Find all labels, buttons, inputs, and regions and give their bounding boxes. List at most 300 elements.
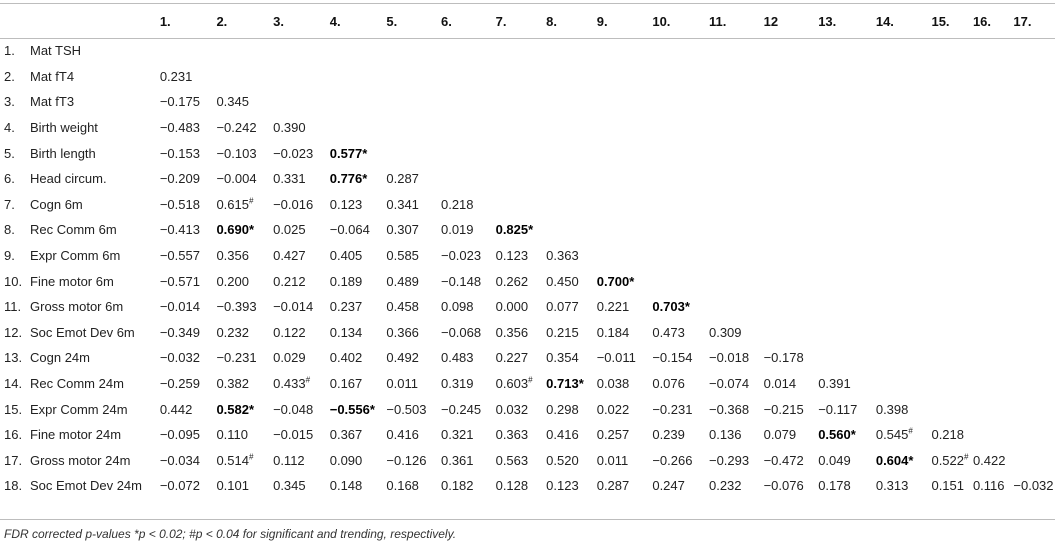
correlation-value: 0.585 xyxy=(386,248,419,264)
correlation-cell xyxy=(652,268,709,294)
correlation-cell xyxy=(973,371,1013,397)
column-header: 17. xyxy=(1013,13,1032,29)
row-number: 15. xyxy=(4,401,23,417)
correlation-value: −0.064 xyxy=(329,222,370,238)
correlation-cell xyxy=(931,345,972,371)
correlation-cell xyxy=(546,371,597,397)
row-variable-name: Birth length xyxy=(30,145,96,161)
correlation-cell xyxy=(876,396,932,422)
correlation-cell xyxy=(973,217,1013,243)
correlation-cell xyxy=(709,243,764,269)
row-number: 6. xyxy=(4,171,15,187)
correlation-cell xyxy=(876,345,932,371)
correlation-cell xyxy=(931,396,972,422)
correlation-value: 0.690* xyxy=(216,222,255,238)
correlation-cell xyxy=(709,192,764,218)
correlation-value: −0.154 xyxy=(652,350,693,366)
correlation-cell xyxy=(709,89,764,115)
correlation-cell xyxy=(216,371,273,397)
correlation-cell xyxy=(764,243,819,269)
row-variable-name: Expr Comm 24m xyxy=(30,401,128,417)
correlation-cell xyxy=(441,243,496,269)
row-label xyxy=(0,64,160,90)
correlation-cell xyxy=(764,294,819,320)
correlation-value: 0.483 xyxy=(440,350,474,366)
correlation-cell xyxy=(441,422,496,448)
correlation-cell xyxy=(709,345,764,371)
correlation-cell xyxy=(441,396,496,422)
correlation-cell xyxy=(330,140,387,166)
correlation-value: −0.032 xyxy=(159,350,200,366)
correlation-cell xyxy=(216,345,273,371)
correlation-value: 0.416 xyxy=(386,427,419,443)
table-row xyxy=(0,294,1055,320)
correlation-cell xyxy=(1013,448,1055,474)
correlation-cell xyxy=(441,140,496,166)
correlation-value: 0.321 xyxy=(440,427,474,443)
correlation-value: −0.076 xyxy=(763,478,804,494)
correlation-value: 0.405 xyxy=(329,248,363,264)
correlation-cell xyxy=(931,217,972,243)
correlation-cell xyxy=(818,64,876,90)
correlation-value: 0.776* xyxy=(329,171,368,187)
correlation-cell xyxy=(931,422,972,448)
correlation-cell xyxy=(441,38,496,64)
correlation-value: 0.433 xyxy=(273,376,306,392)
correlation-value: 0.361 xyxy=(440,452,474,468)
row-label xyxy=(0,140,160,166)
correlation-cell xyxy=(216,89,273,115)
row-label xyxy=(0,192,160,218)
correlation-cell xyxy=(160,448,217,474)
correlation-cell xyxy=(546,473,597,499)
row-number: 9. xyxy=(4,248,15,264)
row-variable-name: Fine motor 24m xyxy=(30,427,122,443)
correlation-cell xyxy=(764,473,819,499)
correlation-cell xyxy=(160,294,217,320)
correlation-cell xyxy=(764,140,819,166)
correlation-cell xyxy=(597,396,653,422)
correlation-cell xyxy=(931,268,972,294)
correlation-value: −0.023 xyxy=(273,145,314,161)
correlation-cell xyxy=(1013,217,1055,243)
row-number: 12. xyxy=(4,324,23,340)
correlation-value: 0.341 xyxy=(386,196,419,212)
column-header: 4. xyxy=(329,13,341,29)
correlation-value: 0.019 xyxy=(440,222,474,238)
correlation-cell xyxy=(818,422,876,448)
correlation-cell xyxy=(496,294,547,320)
column-header: 15. xyxy=(931,13,950,29)
column-header: 10. xyxy=(652,13,671,29)
correlation-value: 0.319 xyxy=(440,376,474,392)
correlation-cell xyxy=(546,217,597,243)
correlation-cell xyxy=(496,140,547,166)
row-variable-name: Mat fT4 xyxy=(30,68,75,84)
correlation-value: −0.034 xyxy=(159,452,200,468)
correlation-cell xyxy=(216,294,273,320)
row-number: 16. xyxy=(4,427,23,443)
correlation-cell xyxy=(597,166,653,192)
correlation-value: 0.032 xyxy=(495,401,529,417)
correlation-cell xyxy=(386,217,441,243)
correlation-value: −0.231 xyxy=(216,350,257,366)
row-label xyxy=(0,396,160,422)
correlation-cell xyxy=(441,115,496,141)
table-row xyxy=(0,166,1055,192)
correlation-value: 0.577* xyxy=(329,145,368,161)
table-row xyxy=(0,217,1055,243)
correlation-cell xyxy=(496,422,547,448)
correlation-cell xyxy=(273,448,330,474)
correlation-value: 0.232 xyxy=(708,478,742,494)
correlation-value: 0.390 xyxy=(273,120,306,136)
correlation-value: 0.231 xyxy=(159,68,193,84)
correlation-cell xyxy=(764,89,819,115)
correlation-value: 0.212 xyxy=(273,273,306,289)
correlation-cell xyxy=(160,396,217,422)
correlation-value: 0.218 xyxy=(440,196,474,212)
correlation-value: −0.472 xyxy=(763,452,804,468)
correlation-cell xyxy=(441,294,496,320)
correlation-value: −0.259 xyxy=(159,376,200,392)
correlation-value: 0.076 xyxy=(652,376,685,392)
correlation-value: −0.503 xyxy=(386,401,427,417)
row-number: 1. xyxy=(4,43,15,59)
correlation-cell xyxy=(441,268,496,294)
correlation-cell xyxy=(1013,294,1055,320)
correlation-value: 0.309 xyxy=(708,324,742,340)
row-number: 7. xyxy=(4,196,15,212)
correlation-cell xyxy=(1013,115,1055,141)
correlation-cell xyxy=(496,268,547,294)
correlation-value: 0.049 xyxy=(818,452,851,468)
correlation-value: 0.239 xyxy=(652,427,685,443)
correlation-cell xyxy=(441,166,496,192)
correlation-value: 0.122 xyxy=(273,324,306,340)
column-header: 6. xyxy=(440,13,452,29)
correlation-value: 0.345 xyxy=(273,478,306,494)
correlation-value: −0.483 xyxy=(159,120,200,136)
correlation-cell xyxy=(597,473,653,499)
correlation-cell xyxy=(160,64,217,90)
correlation-cell xyxy=(931,320,972,346)
correlation-cell xyxy=(273,192,330,218)
correlation-cell xyxy=(496,64,547,90)
correlation-cell xyxy=(876,422,932,448)
correlation-cell xyxy=(652,140,709,166)
correlation-cell xyxy=(273,345,330,371)
correlation-value: 0.151 xyxy=(931,478,965,494)
trend-marker: # xyxy=(305,375,311,385)
table-row xyxy=(0,115,1055,141)
correlation-value: 0.615 xyxy=(216,196,249,212)
table-row xyxy=(0,38,1055,64)
correlation-cell xyxy=(386,473,441,499)
correlation-cell xyxy=(818,473,876,499)
correlation-cell xyxy=(764,166,819,192)
correlation-cell xyxy=(496,217,547,243)
correlation-cell xyxy=(386,192,441,218)
correlation-cell xyxy=(1013,473,1055,499)
correlation-value: −0.266 xyxy=(652,452,693,468)
correlation-cell xyxy=(652,64,709,90)
table-row xyxy=(0,268,1055,294)
correlation-cell xyxy=(546,243,597,269)
correlation-cell xyxy=(386,166,441,192)
correlation-value: −0.231 xyxy=(652,401,693,417)
correlation-value: 0.000 xyxy=(495,299,529,315)
correlation-cell xyxy=(818,448,876,474)
row-number: 11. xyxy=(4,299,22,315)
correlation-cell xyxy=(973,192,1013,218)
correlation-cell xyxy=(160,243,217,269)
correlation-cell xyxy=(652,192,709,218)
correlation-value: 0.022 xyxy=(596,401,630,417)
correlation-cell xyxy=(597,89,653,115)
row-variable-name: Gross motor 6m xyxy=(30,299,124,315)
correlation-cell xyxy=(876,64,932,90)
correlation-cell xyxy=(496,243,547,269)
correlation-cell xyxy=(764,64,819,90)
correlation-value: 0.178 xyxy=(818,478,851,494)
correlation-cell xyxy=(709,448,764,474)
correlation-cell xyxy=(973,89,1013,115)
correlation-cell xyxy=(546,396,597,422)
correlation-value: −0.571 xyxy=(159,273,200,289)
correlation-value: 0.522 xyxy=(931,452,965,468)
correlation-value: −0.015 xyxy=(273,427,314,443)
correlation-value: 0.563 xyxy=(495,452,529,468)
correlation-cell xyxy=(764,422,819,448)
correlation-cell xyxy=(273,422,330,448)
correlation-cell xyxy=(330,38,387,64)
correlation-value: 0.367 xyxy=(329,427,363,443)
correlation-cell xyxy=(818,396,876,422)
correlation-cell xyxy=(597,448,653,474)
correlation-cell xyxy=(597,345,653,371)
correlation-cell xyxy=(160,320,217,346)
correlation-cell xyxy=(546,294,597,320)
row-variable-name: Mat TSH xyxy=(30,43,82,59)
correlation-cell xyxy=(597,64,653,90)
correlation-value: 0.298 xyxy=(546,401,579,417)
correlation-value: −0.011 xyxy=(596,350,636,366)
correlation-cell xyxy=(931,448,972,474)
correlation-value: 0.110 xyxy=(216,427,249,443)
correlation-value: −0.209 xyxy=(159,171,200,187)
correlation-value: 0.098 xyxy=(440,299,474,315)
correlation-cell xyxy=(441,192,496,218)
correlation-cell xyxy=(597,371,653,397)
row-number: 3. xyxy=(4,94,15,110)
correlation-cell xyxy=(597,422,653,448)
correlation-cell xyxy=(546,192,597,218)
correlation-cell xyxy=(597,268,653,294)
correlation-value: 0.354 xyxy=(546,350,579,366)
correlation-cell xyxy=(216,38,273,64)
row-variable-name: Gross motor 24m xyxy=(30,452,131,468)
trend-marker: # xyxy=(528,375,533,385)
correlation-cell xyxy=(546,268,597,294)
correlation-cell xyxy=(1013,89,1055,115)
row-variable-name: Birth weight xyxy=(30,120,98,136)
row-number: 13. xyxy=(4,350,23,366)
correlation-cell xyxy=(386,89,441,115)
correlation-value: −0.117 xyxy=(818,401,858,417)
correlation-cell xyxy=(330,166,387,192)
correlation-cell xyxy=(273,320,330,346)
correlation-value: −0.048 xyxy=(273,401,314,417)
correlation-cell xyxy=(546,345,597,371)
correlation-cell xyxy=(931,140,972,166)
correlation-cell xyxy=(876,38,932,64)
row-variable-name: Mat fT3 xyxy=(30,94,75,110)
correlation-cell xyxy=(818,320,876,346)
correlation-cell xyxy=(652,473,709,499)
correlation-value: −0.068 xyxy=(440,324,482,340)
correlation-value: −0.153 xyxy=(159,145,200,161)
row-label xyxy=(0,473,160,499)
correlation-value: 0.382 xyxy=(216,376,249,392)
correlation-value: 0.473 xyxy=(652,324,685,340)
correlation-cell xyxy=(496,345,547,371)
correlation-cell xyxy=(973,345,1013,371)
correlation-cell xyxy=(496,448,547,474)
correlation-value: 0.136 xyxy=(708,427,742,443)
correlation-value: 0.038 xyxy=(596,376,630,392)
correlation-cell xyxy=(764,115,819,141)
correlation-cell xyxy=(973,115,1013,141)
correlation-cell xyxy=(386,320,441,346)
correlation-cell xyxy=(818,89,876,115)
correlation-value: −0.413 xyxy=(159,222,200,238)
correlation-value: 0.134 xyxy=(329,324,363,340)
correlation-value: 0.416 xyxy=(546,427,579,443)
correlation-cell xyxy=(496,320,547,346)
correlation-value: 0.014 xyxy=(763,376,797,392)
correlation-cell xyxy=(876,448,932,474)
correlation-cell xyxy=(386,448,441,474)
correlation-value: 0.101 xyxy=(216,478,249,494)
correlation-value: 0.489 xyxy=(386,273,419,289)
correlation-value: 0.398 xyxy=(875,401,909,417)
row-variable-name: Cogn 24m xyxy=(30,350,90,366)
correlation-cell xyxy=(876,243,932,269)
correlation-cell xyxy=(160,115,217,141)
correlation-cell xyxy=(273,268,330,294)
correlation-value: −0.242 xyxy=(216,120,257,136)
correlation-cell xyxy=(496,166,547,192)
correlation-cell xyxy=(931,64,972,90)
correlation-cell xyxy=(764,268,819,294)
column-header: 7. xyxy=(495,13,507,29)
column-header: 9. xyxy=(596,13,608,29)
correlation-cell xyxy=(931,115,972,141)
column-header: 16. xyxy=(972,13,992,29)
correlation-cell xyxy=(931,166,972,192)
correlation-cell xyxy=(386,396,441,422)
table-header-row xyxy=(0,4,1055,38)
correlation-cell xyxy=(597,115,653,141)
correlation-cell xyxy=(216,422,273,448)
correlation-cell xyxy=(216,396,273,422)
correlation-value: 0.363 xyxy=(546,248,579,264)
correlation-cell xyxy=(973,422,1013,448)
correlation-cell xyxy=(1013,345,1055,371)
correlation-cell xyxy=(496,396,547,422)
table-row xyxy=(0,64,1055,90)
correlation-cell xyxy=(818,38,876,64)
correlation-cell xyxy=(216,140,273,166)
table-row xyxy=(0,473,1055,499)
correlation-cell xyxy=(931,371,972,397)
header-blank-cell xyxy=(0,4,160,38)
correlation-cell xyxy=(330,320,387,346)
correlation-cell xyxy=(386,345,441,371)
table-row xyxy=(0,345,1055,371)
row-label xyxy=(0,38,160,64)
correlation-cell xyxy=(216,192,273,218)
correlation-cell xyxy=(273,294,330,320)
correlation-cell xyxy=(764,371,819,397)
correlation-cell xyxy=(546,448,597,474)
row-label xyxy=(0,345,160,371)
correlation-value: 0.287 xyxy=(596,478,630,494)
correlation-value: 0.402 xyxy=(329,350,363,366)
row-label xyxy=(0,294,160,320)
correlation-cell xyxy=(160,166,217,192)
correlation-cell xyxy=(931,294,972,320)
row-label xyxy=(0,166,160,192)
correlation-value: −0.518 xyxy=(159,196,200,212)
correlation-value: −0.293 xyxy=(708,452,750,468)
row-variable-name: Rec Comm 6m xyxy=(30,222,117,238)
correlation-cell xyxy=(709,422,764,448)
correlation-cell xyxy=(273,217,330,243)
correlation-cell xyxy=(546,38,597,64)
correlation-value: 0.232 xyxy=(216,324,249,340)
correlation-cell xyxy=(273,64,330,90)
row-label xyxy=(0,320,160,346)
correlation-cell xyxy=(652,371,709,397)
correlation-cell xyxy=(652,422,709,448)
correlation-value: −0.178 xyxy=(763,350,804,366)
trend-marker: # xyxy=(249,452,254,462)
correlation-cell xyxy=(330,115,387,141)
row-number: 2. xyxy=(4,68,15,84)
row-variable-name: Soc Emot Dev 24m xyxy=(30,478,142,494)
column-header: 14. xyxy=(875,13,894,29)
table-footnote: FDR corrected p-values *p < 0.02; #p < 0.04 for significant and trending, respectively. xyxy=(4,527,457,541)
correlation-cell xyxy=(496,192,547,218)
correlation-cell xyxy=(441,473,496,499)
correlation-value: 0.123 xyxy=(495,248,529,264)
correlation-value: 0.077 xyxy=(546,299,579,315)
correlation-cell xyxy=(709,294,764,320)
table-bottom-rule xyxy=(0,519,1055,520)
correlation-cell xyxy=(597,192,653,218)
correlation-value: 0.703* xyxy=(652,299,690,315)
row-variable-name: Cogn 6m xyxy=(30,196,83,212)
table-row xyxy=(0,422,1055,448)
correlation-cell xyxy=(273,396,330,422)
correlation-value: 0.079 xyxy=(763,427,797,443)
correlation-cell xyxy=(273,371,330,397)
correlation-value: 0.356 xyxy=(216,248,249,264)
correlation-value: 0.363 xyxy=(495,427,529,443)
correlation-cell xyxy=(330,243,387,269)
